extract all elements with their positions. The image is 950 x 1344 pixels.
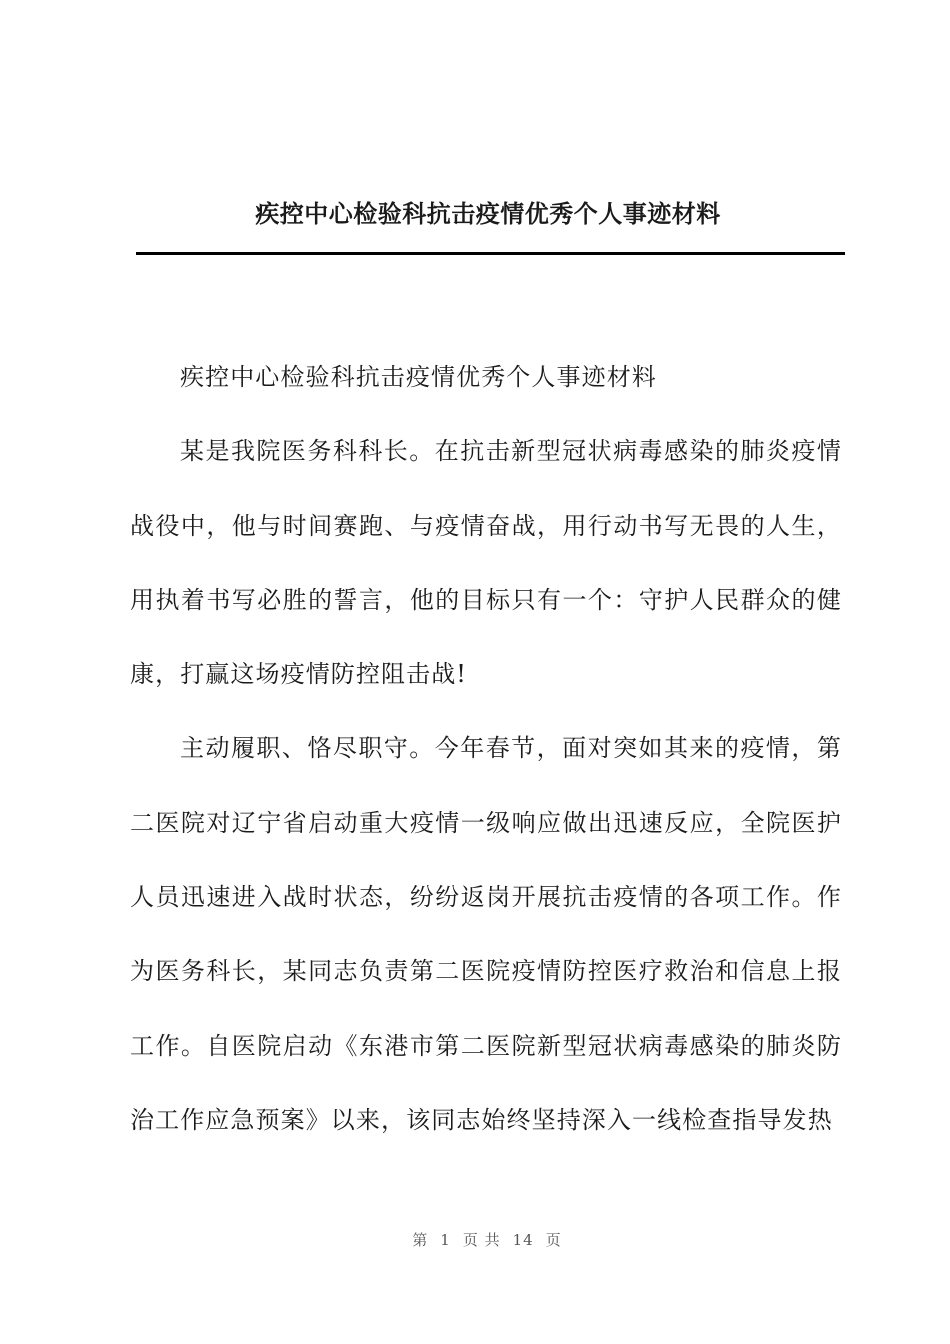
body-paragraph-heading: 疾控中心检验科抗击疫情优秀个人事迹材料 <box>180 363 657 391</box>
body-paragraph-2: 主动履职、恪尽职守。今年春节，面对突如其来的疫情，第二医院对辽宁省启动重大疫情一级响应做出迅速反应，全院医护人员迅速进入战时状态，纷纷返岗开展抗击疫情的各项工作。作为医务科长，某同志负责第二医院疫情防控医疗救治和信息上报工作。自医院启动《东港市第二医院新型冠状病毒感染的肺炎防治工作应急预案》以来，该同志始终坚持深入一线检查指导发热 <box>130 734 842 1134</box>
title-divider <box>136 252 845 255</box>
footer-total-pages: 14 <box>512 1231 534 1249</box>
document-body <box>130 340 842 1157</box>
footer-suffix: 页 <box>545 1231 562 1249</box>
footer-current-page: 1 <box>440 1231 451 1249</box>
footer-middle: 页 共 <box>462 1231 501 1249</box>
document-title: 疾控中心检验科抗击疫情优秀个人事迹材料 <box>255 200 721 228</box>
body-paragraph-1: 某是我院医务科科长。在抗击新型冠状病毒感染的肺炎疫情战役中，他与时间赛跑、与疫情奋战，用行动书写无畏的人生，用执着书写必胜的誓言，他的目标只有一个：守护人民群众的健康，打赢这场疫情防控阻击战! <box>130 437 842 689</box>
footer-prefix: 第 <box>412 1231 429 1249</box>
page-footer <box>0 1228 950 1252</box>
